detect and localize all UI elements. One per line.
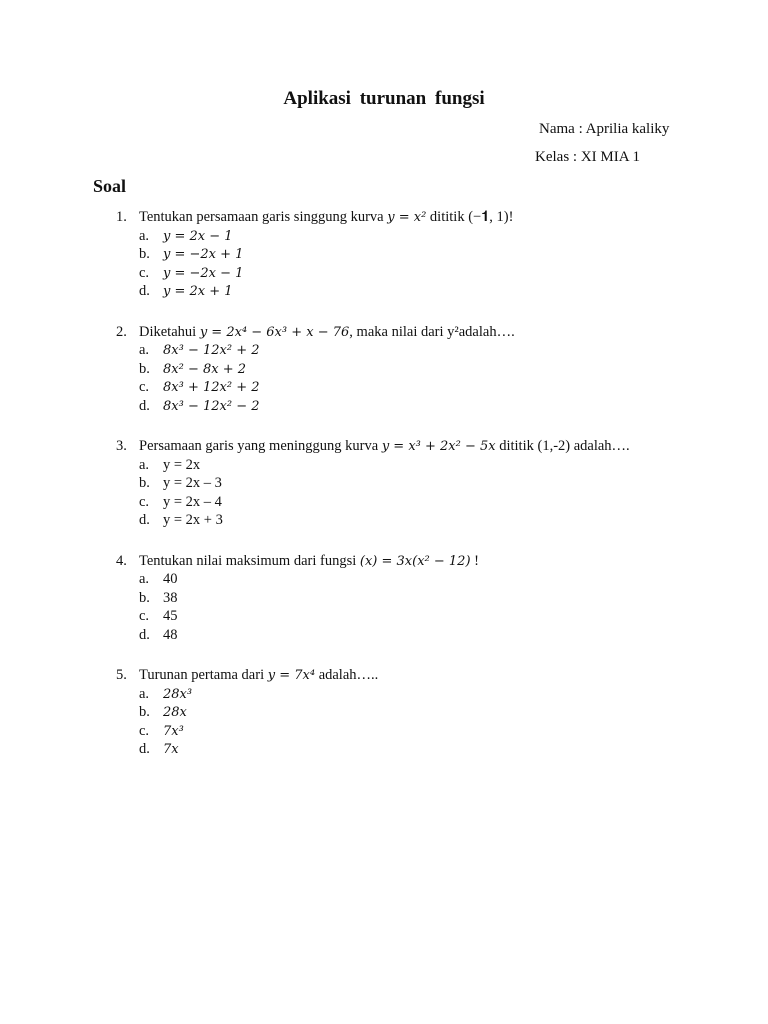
- option-letter: c.: [139, 608, 150, 624]
- option-c: [139, 378, 736, 397]
- option-letter: a.: [139, 571, 150, 587]
- question-4: [116, 552, 736, 645]
- option-b: [139, 589, 736, 608]
- student-class: Kelas : XI MIA 1: [535, 149, 640, 165]
- option-b: [139, 703, 736, 722]
- option-text: 40: [163, 571, 178, 587]
- question-text: [116, 208, 736, 227]
- option-text: y = −2x − 1: [163, 265, 244, 281]
- question-text: [116, 437, 736, 456]
- question-suffix: , maka nilai dari y²adalah….: [349, 323, 515, 340]
- option-letter: b.: [139, 246, 150, 262]
- question-number: 5.: [116, 667, 127, 683]
- question-prefix: Persamaan garis yang meninggung kurva: [139, 438, 382, 454]
- question-3: [116, 437, 736, 530]
- option-list: [139, 456, 736, 530]
- option-letter: c.: [139, 379, 150, 395]
- question-5: [116, 666, 736, 759]
- option-d: [139, 626, 736, 645]
- question-text: [116, 552, 736, 571]
- option-text: 8x² − 8x + 2: [163, 361, 247, 377]
- option-list: [139, 227, 736, 301]
- option-c: [139, 493, 736, 512]
- option-c: [139, 607, 736, 626]
- question-text: [116, 666, 736, 685]
- question-suffix: adalah…..: [315, 667, 379, 683]
- question-number: 3.: [116, 438, 127, 454]
- option-text: 48: [163, 626, 178, 643]
- question-text: [116, 323, 736, 342]
- question-2: [116, 323, 736, 416]
- option-letter: d.: [139, 741, 150, 757]
- option-letter: d.: [139, 397, 150, 414]
- question-prefix: Tentukan nilai maksimum dari fungsi: [139, 552, 360, 569]
- question-suffix: dititik (1,-2) adalah….: [495, 438, 630, 454]
- option-letter: a.: [139, 456, 150, 473]
- option-letter: b.: [139, 704, 150, 720]
- option-letter: b.: [139, 589, 150, 606]
- option-c: [139, 722, 736, 741]
- question-math: y = x³ + 2x² − 5x: [381, 439, 496, 454]
- option-text: y = 2x + 3: [163, 512, 223, 528]
- option-text: y = 2x + 1: [163, 284, 233, 299]
- question-math: y = x²: [387, 210, 427, 225]
- option-d: [139, 282, 736, 301]
- question-number: 1.: [116, 209, 127, 225]
- option-text: y = 2x – 4: [163, 493, 222, 510]
- option-b: [139, 474, 736, 493]
- question-number: 4.: [116, 552, 127, 569]
- question-suffix: dititik (−𝟏, 1)!: [426, 209, 514, 225]
- option-letter: a.: [139, 685, 150, 702]
- option-text: 28x³: [163, 686, 193, 702]
- document-title: Aplikasi turunan fungsi: [283, 88, 485, 109]
- option-text: 8x³ − 12x² + 2: [163, 343, 260, 358]
- option-list: [139, 341, 736, 415]
- option-d: [139, 511, 736, 530]
- option-letter: c.: [139, 264, 150, 281]
- option-text: y = −2x + 1: [163, 247, 244, 262]
- option-a: [139, 685, 736, 704]
- question-prefix: Diketahui: [139, 323, 200, 340]
- option-c: [139, 264, 736, 283]
- question-list: [116, 208, 736, 781]
- section-heading: Soal: [93, 176, 127, 196]
- option-b: [139, 245, 736, 264]
- option-text: 7x: [163, 742, 179, 757]
- option-a: [139, 341, 736, 360]
- option-a: [139, 227, 736, 246]
- option-text: 28x: [163, 705, 187, 720]
- option-b: [139, 360, 736, 379]
- option-text: y = 2x – 3: [163, 475, 222, 491]
- question-prefix: Tentukan persamaan garis singgung kurva: [139, 209, 388, 225]
- option-letter: a.: [139, 342, 150, 358]
- option-text: y = 2x − 1: [163, 228, 233, 244]
- question-1: [116, 208, 736, 301]
- option-text: 8x³ − 12x² − 2: [163, 398, 260, 414]
- question-number: 2.: [116, 323, 127, 340]
- student-name: Nama : Aprilia kaliky: [539, 121, 670, 137]
- option-text: y = 2x: [163, 456, 201, 473]
- question-prefix: Turunan pertama dari: [139, 667, 268, 683]
- option-letter: a.: [139, 227, 150, 244]
- option-text: 45: [163, 608, 178, 624]
- option-list: [139, 685, 736, 759]
- option-letter: d.: [139, 626, 150, 643]
- option-a: [139, 570, 736, 589]
- option-d: [139, 740, 736, 759]
- option-text: 8x³ + 12x² + 2: [163, 380, 260, 395]
- option-letter: d.: [139, 283, 150, 299]
- option-d: [139, 397, 736, 416]
- question-suffix: !: [470, 552, 479, 569]
- option-text: 7x³: [163, 723, 184, 739]
- option-letter: c.: [139, 722, 150, 739]
- question-math: y = 7x⁴: [267, 668, 316, 683]
- question-math: (x) = 3x(x² − 12): [359, 553, 471, 569]
- option-list: [139, 570, 736, 644]
- option-letter: b.: [139, 475, 150, 491]
- option-a: [139, 456, 736, 475]
- option-letter: b.: [139, 360, 150, 377]
- option-text: 38: [163, 589, 178, 606]
- option-letter: d.: [139, 512, 150, 528]
- option-letter: c.: [139, 493, 150, 510]
- question-math: y = 2x⁴ − 6x³ + x − 76: [199, 324, 350, 340]
